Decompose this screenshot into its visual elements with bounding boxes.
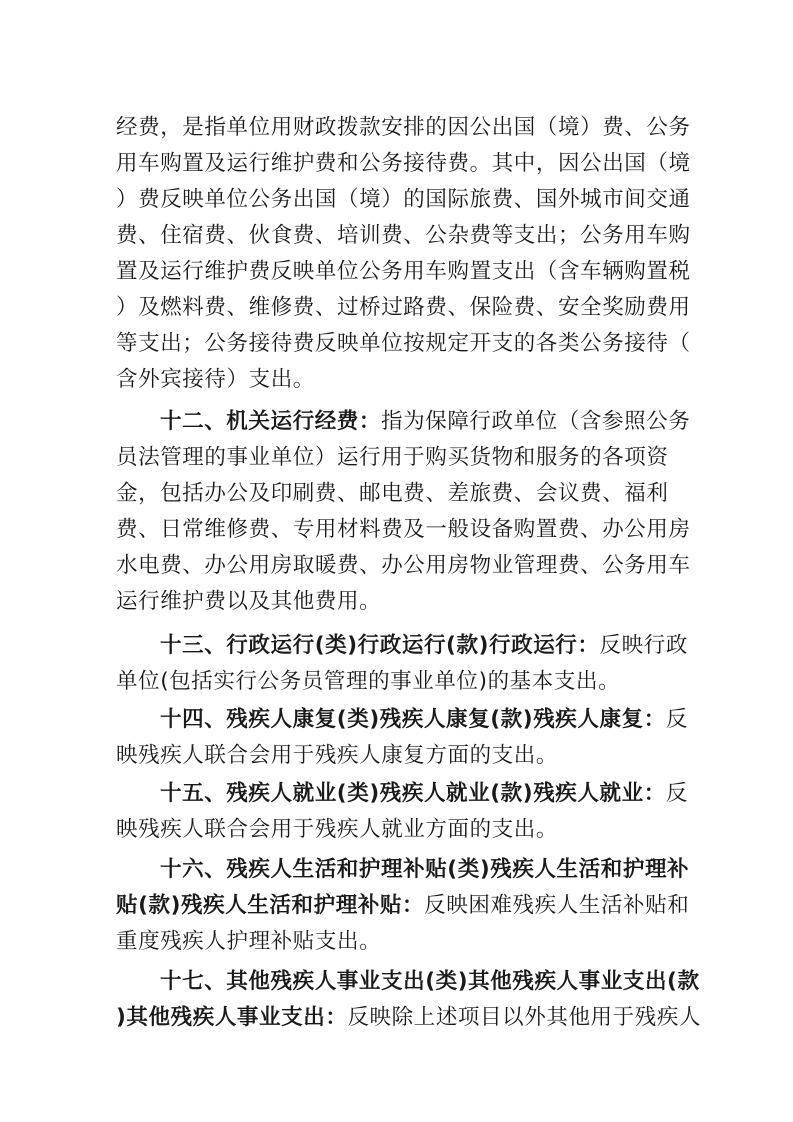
section-heading-line xyxy=(160,628,686,664)
paragraph-line xyxy=(116,738,686,774)
paragraph-line xyxy=(116,664,686,700)
text-run: 反映除上述项目以外其他用于残疾人 xyxy=(347,1005,702,1030)
paragraph-line xyxy=(116,290,691,326)
paragraph-line xyxy=(116,1000,702,1036)
paragraph-line xyxy=(116,584,686,620)
text-run: 费、住宿费、伙食费、培训费、公杂费等支出；公务用车购 xyxy=(116,223,691,248)
text-run: 员法管理的事业单位）运行用于购买货物和服务的各项资 xyxy=(116,445,669,470)
text-run: ）及燃料费、维修费、过桥过路费、保险费、安全奖励费用 xyxy=(116,295,691,320)
text-run: 经费，是指单位用财政拨款安排的因公出国（境）费、公务 xyxy=(116,115,691,140)
section-heading: 十三、行政运行(类)行政运行(款)行政运行： xyxy=(160,633,600,658)
text-run: 水电费、办公用房取暖费、办公用房物业管理费、公务用车 xyxy=(116,553,691,578)
paragraph-line xyxy=(116,924,686,960)
text-run: 置及运行维护费反映单位公务用车购置支出（含车辆购置税 xyxy=(116,259,691,284)
section-heading: 十六、残疾人生活和护理补贴(类)残疾人生活和护理补 xyxy=(160,857,690,882)
text-run: 用车购置及运行维护费和公务接待费。其中，因公出国（境 xyxy=(116,151,691,176)
paragraph-line xyxy=(116,476,686,512)
text-run: 单位(包括实行公务员管理的事业单位)的基本支出。 xyxy=(116,669,621,694)
section-heading-continued: )其他残疾人事业支出： xyxy=(116,1005,348,1030)
text-run: ）费反映单位公务出国（境）的国际旅费、国外城市间交通 xyxy=(116,187,691,212)
section-heading-line xyxy=(160,964,700,1000)
paragraph-line xyxy=(116,182,691,218)
text-run: 反映困难残疾人生活补贴和 xyxy=(424,893,690,918)
text-run: 费、日常维修费、专用材料费及一般设备购置费、办公用房 xyxy=(116,517,691,542)
section-heading-line xyxy=(160,852,690,888)
section-heading-continued: 贴(款)残疾人生活和护理补贴： xyxy=(116,893,425,918)
paragraph-line xyxy=(116,362,686,398)
text-run: 反 xyxy=(665,707,688,732)
paragraph-line xyxy=(116,218,691,254)
paragraph-line xyxy=(116,326,691,362)
text-run: 映残疾人联合会用于残疾人就业方面的支出。 xyxy=(116,817,559,842)
paragraph-line xyxy=(116,146,691,182)
paragraph-line xyxy=(116,548,691,584)
text-run: 映残疾人联合会用于残疾人康复方面的支出。 xyxy=(116,743,559,768)
text-run: 运行维护费以及其他费用。 xyxy=(116,589,382,614)
text-run: 反映行政 xyxy=(599,633,688,658)
text-run: 指为保障行政单位（含参照公务 xyxy=(381,409,691,434)
section-heading-line xyxy=(160,776,686,812)
section-heading-line xyxy=(160,404,691,440)
section-heading: 十四、残疾人康复(类)残疾人康复(款)残疾人康复： xyxy=(160,707,666,732)
section-heading: 十二、机关运行经费： xyxy=(160,409,382,434)
section-heading: 十七、其他残疾人事业支出(类)其他残疾人事业支出(款 xyxy=(160,969,700,994)
text-run: 重度残疾人护理补贴支出。 xyxy=(116,929,382,954)
paragraph-line xyxy=(116,812,686,848)
section-heading-line xyxy=(160,702,686,738)
paragraph-line xyxy=(116,888,690,924)
paragraph-line xyxy=(116,440,686,476)
text-run: 等支出；公务接待费反映单位按规定开支的各类公务接待（ xyxy=(116,331,691,356)
text-run: 反 xyxy=(665,781,688,806)
text-run: 金，包括办公及印刷费、邮电费、差旅费、会议费、福利 xyxy=(116,481,669,506)
paragraph-line xyxy=(116,110,691,146)
section-heading: 十五、残疾人就业(类)残疾人就业(款)残疾人就业： xyxy=(160,781,666,806)
paragraph-line xyxy=(116,254,691,290)
text-run: 含外宾接待）支出。 xyxy=(116,367,315,392)
paragraph-line xyxy=(116,512,691,548)
